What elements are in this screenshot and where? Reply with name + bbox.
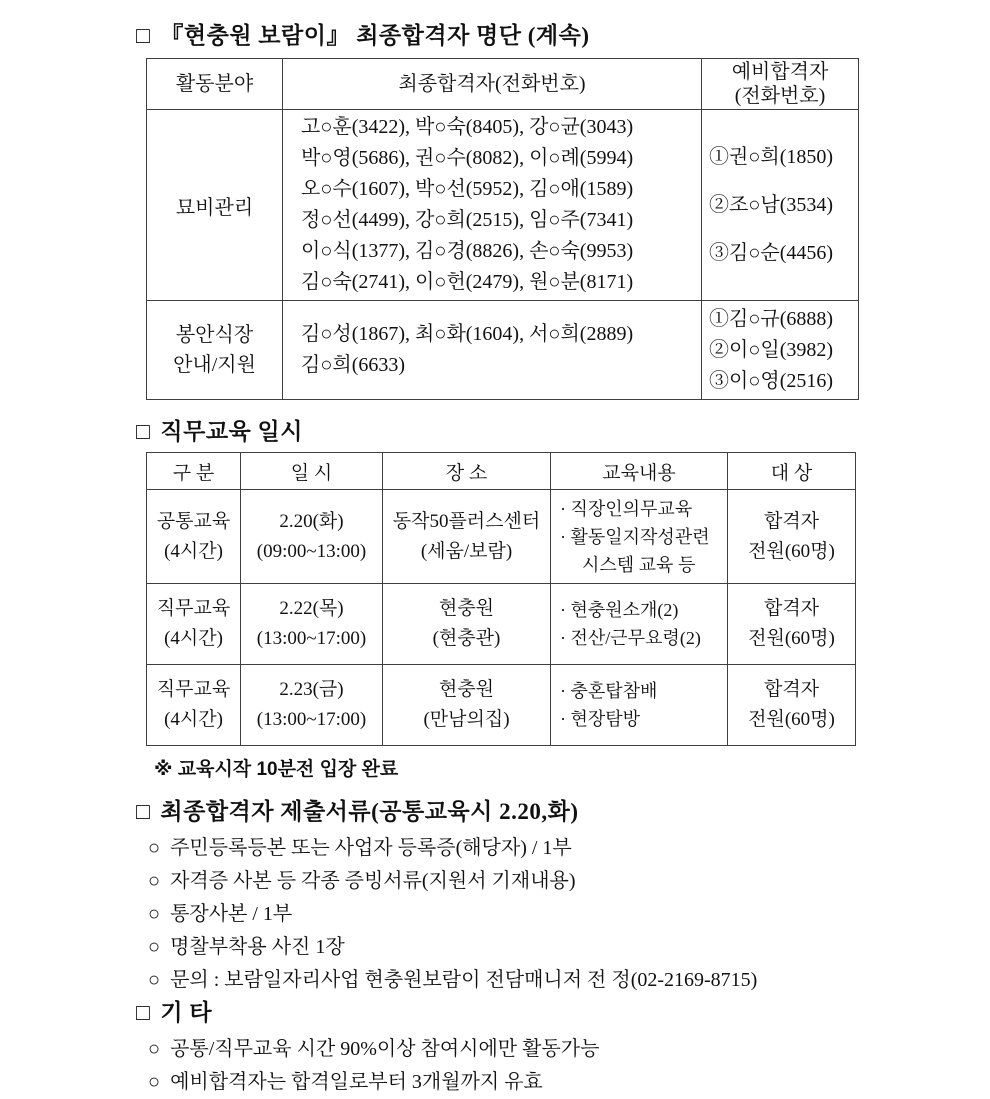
list-item <box>148 865 990 898</box>
square-marker-icon: □ <box>136 1000 151 1025</box>
header-category: 구 분 <box>147 453 241 490</box>
section2-title-text: 직무교육 일시 <box>160 419 303 444</box>
cell-activity-field: 묘비관리 <box>147 110 283 301</box>
place-line: 현충원 <box>438 679 495 700</box>
list-item-text: 자격증 사본 등 각종 증빙서류(지원서 기재내용) <box>170 870 576 892</box>
list-item <box>148 1066 990 1099</box>
target-line: 전원(60명) <box>748 540 835 562</box>
header-final-applicants: 최종합격자(전화번호) <box>283 59 702 110</box>
final-name-line: 김○희(6633) <box>301 354 406 376</box>
cell-final-names <box>283 110 702 301</box>
section4-title <box>136 999 990 1027</box>
datetime-line: 2.22(목) <box>279 598 344 619</box>
table1-header-row <box>147 59 859 110</box>
content-line: · 활동일지작성관련 <box>560 526 710 547</box>
cell-category <box>147 665 241 746</box>
table1-row-tombstone <box>147 110 859 301</box>
final-name-line: 오○수(1607), 박○선(5952), 김○애(1589) <box>301 178 634 200</box>
category-line: (4시간) <box>164 709 223 730</box>
cell-target <box>728 490 856 584</box>
header-reserve-applicants <box>702 59 859 110</box>
final-name-line: 이○식(1377), 김○경(8826), 손○숙(9953) <box>301 240 634 262</box>
reserve-name-line: ③김○순(4456) <box>709 242 834 264</box>
header-reserve-line1: 예비합격자 <box>731 61 829 83</box>
category-line: 공통교육 <box>156 510 231 532</box>
reserve-name-line: ③이○영(2516) <box>709 369 834 392</box>
target-line: 합격자 <box>763 679 820 700</box>
datetime-line: (13:00~17:00) <box>256 709 367 730</box>
content-line: 시스템 교육 등 <box>582 554 696 575</box>
table2-row-job1 <box>147 584 856 665</box>
reserve-name-line: ②조○남(3534) <box>709 194 834 216</box>
cell-content <box>551 584 728 665</box>
header-content: 교육내용 <box>551 453 728 490</box>
category-line: 직무교육 <box>156 679 231 700</box>
category-line: (4시간) <box>164 628 223 649</box>
activity-field-line2: 안내/지원 <box>173 354 256 376</box>
table1-row-enshrinement <box>147 301 859 400</box>
cell-content <box>551 490 728 584</box>
reserve-name-line: ①김○규(6888) <box>709 307 834 330</box>
section3-title-text: 최종합격자 제출서류(공통교육시 2.20,화) <box>160 799 579 824</box>
target-line: 전원(60명) <box>748 628 835 649</box>
content-line: · 현충원소개(2) <box>560 600 679 620</box>
cell-target <box>728 584 856 665</box>
list-item-text: 예비합격자는 합격일로부터 3개월까지 유효 <box>170 1071 543 1093</box>
datetime-line: 2.23(금) <box>279 679 344 700</box>
datetime-line: 2.20(화) <box>279 510 344 532</box>
cell-reserve-names <box>702 110 859 301</box>
cell-target <box>728 665 856 746</box>
list-item <box>148 931 990 964</box>
cell-place <box>383 584 551 665</box>
place-line: 동작50플러스센터 <box>392 510 541 532</box>
table2-row-common <box>147 490 856 584</box>
cell-category <box>147 584 241 665</box>
circle-bullet-icon: ○ <box>148 969 161 991</box>
cell-place <box>383 665 551 746</box>
circle-bullet-icon: ○ <box>148 837 161 859</box>
cell-final-names <box>283 301 702 400</box>
content-line: · 직장인의무교육 <box>560 498 693 519</box>
final-name-line: 김○숙(2741), 이○헌(2479), 원○분(8171) <box>301 271 634 293</box>
target-line: 전원(60명) <box>748 709 835 730</box>
list-item-text: 통장사본 / 1부 <box>170 903 293 925</box>
header-target: 대 상 <box>728 453 856 490</box>
square-marker-icon: □ <box>136 419 151 444</box>
reserve-name-line: ①권○희(1850) <box>709 146 834 168</box>
section4-title-text: 기 타 <box>160 1000 213 1025</box>
place-line: (세움/보람) <box>420 540 513 562</box>
place-line: (현충관) <box>432 628 501 649</box>
place-line: (만남의집) <box>423 709 510 730</box>
final-name-line: 정○선(4499), 강○희(2515), 임○주(7341) <box>301 209 634 231</box>
datetime-line: (13:00~17:00) <box>256 628 367 649</box>
cell-activity-field <box>147 301 283 400</box>
cell-datetime <box>241 490 383 584</box>
target-line: 합격자 <box>763 510 820 532</box>
documents-list <box>0 832 990 997</box>
final-applicants-table <box>146 58 859 400</box>
list-item-text: 문의 : 보람일자리사업 현충원보람이 전담매니저 전 정(02-2169-8715) <box>170 969 758 991</box>
section1-title <box>136 22 990 50</box>
table2-row-job2 <box>147 665 856 746</box>
table2-header-row <box>147 453 856 490</box>
header-activity-field: 활동분야 <box>147 59 283 110</box>
circle-bullet-icon: ○ <box>148 936 161 958</box>
list-item-text: 명찰부착용 사진 1장 <box>170 936 345 958</box>
header-datetime: 일 시 <box>241 453 383 490</box>
circle-bullet-icon: ○ <box>148 903 161 925</box>
cell-datetime <box>241 665 383 746</box>
header-place: 장 소 <box>383 453 551 490</box>
content-line: · 전산/근무요령(2) <box>560 628 701 648</box>
cell-place <box>383 490 551 584</box>
square-marker-icon: □ <box>136 23 151 48</box>
section2-title <box>136 418 990 446</box>
reserve-name-line: ②이○일(3982) <box>709 338 834 361</box>
cell-reserve-names <box>702 301 859 400</box>
activity-field-line1: 봉안식장 <box>175 324 254 346</box>
etc-list <box>0 1033 990 1099</box>
content-line: · 충혼탑참배 <box>560 681 658 701</box>
circle-bullet-icon: ○ <box>148 1038 161 1060</box>
list-item <box>148 964 990 997</box>
square-marker-icon: □ <box>136 799 151 824</box>
entry-note: ※ 교육시작 10분전 입장 완료 <box>154 759 399 780</box>
place-line: 현충원 <box>438 598 495 619</box>
circle-bullet-icon: ○ <box>148 1071 161 1093</box>
cell-content <box>551 665 728 746</box>
list-item <box>148 1033 990 1066</box>
final-name-line: 김○성(1867), 최○화(1604), 서○희(2889) <box>301 323 634 345</box>
cell-datetime <box>241 584 383 665</box>
target-line: 합격자 <box>763 598 820 619</box>
circle-bullet-icon: ○ <box>148 870 161 892</box>
list-item <box>148 898 990 931</box>
content-line: · 현장탐방 <box>560 709 641 729</box>
final-name-line: 고○훈(3422), 박○숙(8405), 강○균(3043) <box>301 116 634 138</box>
cell-category <box>147 490 241 584</box>
header-reserve-line2: (전화번호) <box>734 85 826 107</box>
datetime-line: (09:00~13:00) <box>256 540 367 562</box>
section3-title <box>136 798 990 826</box>
list-item <box>148 832 990 865</box>
section1-title-text: 『현충원 보람이』 최종합격자 명단 (계속) <box>160 23 590 48</box>
category-line: (4시간) <box>164 540 223 562</box>
list-item-text: 주민등록등본 또는 사업자 등록증(해당자) / 1부 <box>170 837 572 859</box>
training-schedule-table <box>146 452 856 746</box>
final-name-line: 박○영(5686), 권○수(8082), 이○례(5994) <box>301 147 634 169</box>
category-line: 직무교육 <box>156 598 231 619</box>
list-item-text: 공통/직무교육 시간 90%이상 참여시에만 활동가능 <box>170 1038 600 1060</box>
